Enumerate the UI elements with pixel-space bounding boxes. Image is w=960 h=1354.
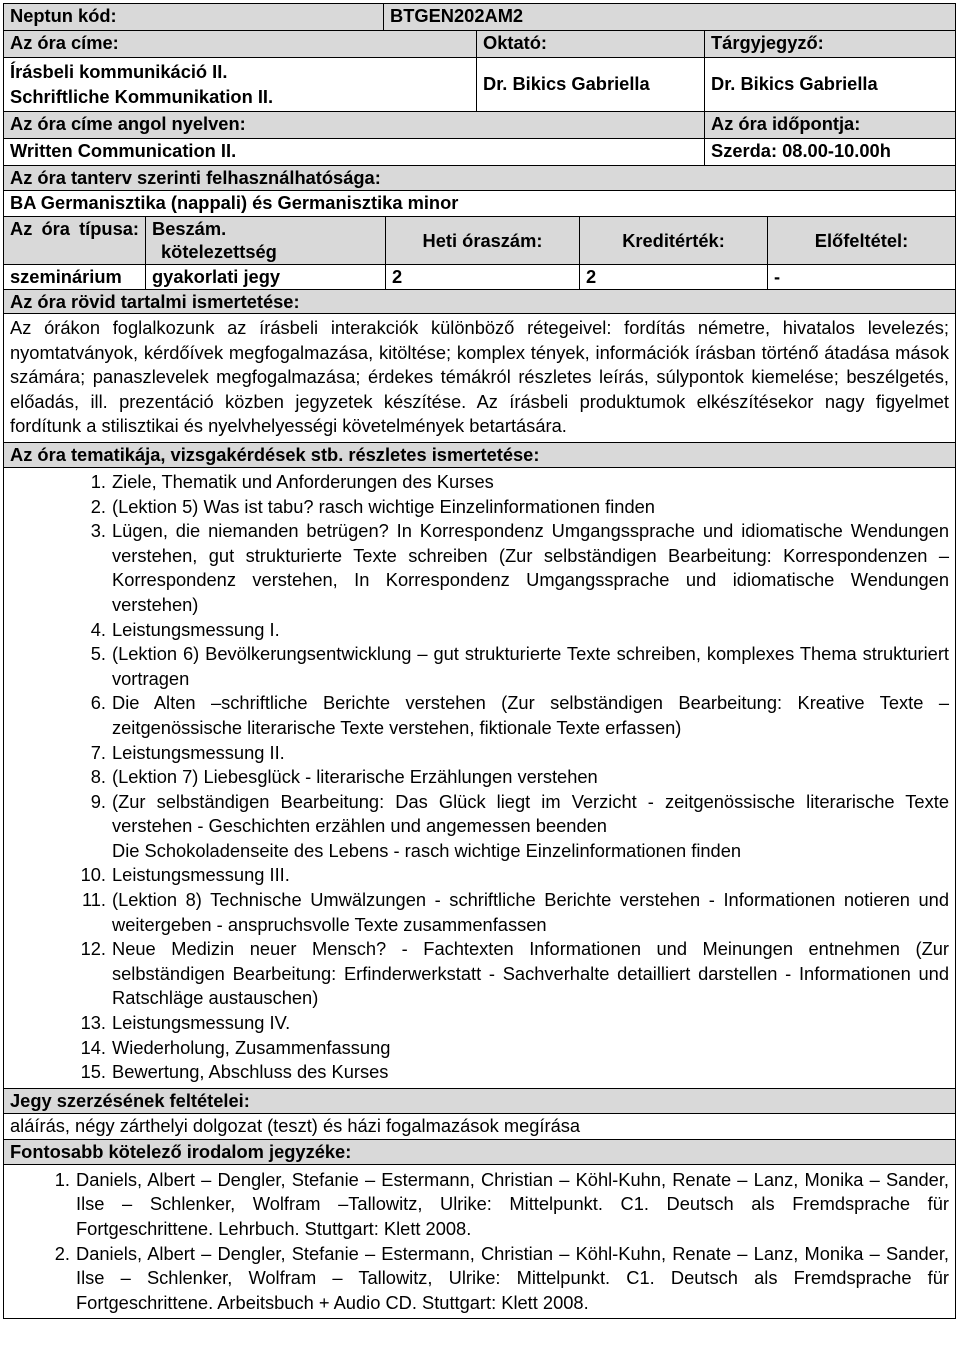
topics-row (4, 468, 955, 1089)
hours-header: Heti óraszám: (386, 217, 580, 264)
topics-label-row (4, 443, 955, 468)
list-item: 1. Ziele, Thematik und Anforderungen des Kurses (90, 470, 494, 492)
course-type: szeminárium (4, 265, 146, 289)
course-sheet (3, 3, 956, 1319)
list-item: 2. Daniels, Albert – Dengler, Stefanie – Estermann, Christian – Köhl-Kuhn, Renate – Lanz, Monika – Sander, Ilse – Schlenker, Wolfram – Tallowitz, Ulrike: Mittelpunkt. C1. Deutsch als Fremdsprache für Fortgeschrittene. Arbeitsbuch + Audio CD. Stuttgart: Klett 2008. (54, 1242, 949, 1313)
course-code-row (4, 4, 955, 31)
grading-text: aláírás, négy zárthelyi dolgozat (teszt) és házi fogalmazások megírása (10, 1114, 581, 1136)
credits-header: Kreditérték: (580, 217, 768, 264)
summary-label: Az óra rövid tartalmi ismertetése: (10, 291, 300, 312)
english-values-row (4, 139, 955, 166)
course-code-value: BTGEN202AM2 (390, 5, 524, 26)
assessment-header (146, 217, 386, 264)
course-code-label: Neptun kód: (4, 4, 384, 30)
list-item: 6. Die Alten –schriftliche Berichte verstehen (Zur selbständigen Bearbeitung: Kreative Texte – zeitgenössische literarische Texte verstehen, fiktionale Texte erfassen) (90, 692, 949, 738)
list-item: 5. (Lektion 6) Bevölkerungsentwicklung – gut strukturierte Texte schreiben, komplexes Thema strukturiert vortragen (90, 643, 949, 689)
recorder-label: Tárgyjegyző: (711, 32, 824, 53)
list-item: 12. Neue Medizin neuer Mensch? - Fachtexten Informationen und Meinungen entnehmen (Zur selbständigen Bearbeitung: Erfinderwerkstatt - Sachverhalte detailliert darstellen - Informationen und Ratschläge austauschen) (80, 938, 949, 1009)
list-item: 13. Leistungsmessung IV. (80, 1012, 291, 1034)
grading-label: Jegy szerzésének feltételei: (10, 1089, 250, 1111)
literature-list (4, 1168, 955, 1316)
type-values-row (4, 265, 955, 290)
assessment-header-line2: kötelezettség (161, 241, 277, 262)
list-item: 8. (Lektion 7) Liebesglück - literarische Erzählungen verstehen (90, 766, 598, 788)
grading-label-row (4, 1089, 955, 1114)
usability-value: BA Germanisztika (nappali) és Germanisztika minor (10, 192, 459, 213)
literature-label-row (4, 1140, 955, 1165)
instructor-label: Oktató: (477, 31, 705, 57)
credit-value: 2 (580, 265, 768, 289)
header-values-row (4, 58, 955, 112)
literature-label: Fontosabb kötelező irodalom jegyzéke: (10, 1140, 352, 1162)
prerequisite: - (774, 266, 781, 287)
english-title: Written Communication II. (4, 139, 705, 165)
title-label: Az óra címe: (4, 31, 477, 57)
summary-row (4, 314, 955, 443)
time-value: Szerda: 08.00-10.00h (711, 140, 891, 161)
type-header: Az óra típusa: (4, 217, 146, 264)
list-item: 15. Bewertung, Abschluss des Kurses (80, 1061, 389, 1083)
list-item: 7. Leistungsmessung II. (90, 741, 285, 763)
topics-list (4, 470, 955, 1085)
list-item: 2. (Lektion 5) Was ist tabu? rasch wichtige Einzelinformationen finden (90, 495, 655, 517)
recorder-name: Dr. Bikics Gabriella (711, 73, 878, 95)
english-labels-row (4, 112, 955, 139)
usability-value-row (4, 191, 955, 217)
topics-label: Az óra tematikája, vizsgakérdések stb. részletes ismertetése: (10, 443, 540, 465)
assessment-type: gyakorlati jegy (146, 265, 386, 289)
list-item: 11. (Lektion 8) Technische Umwälzungen - schriftliche Berichte verstehen - Informationen notieren und weitergeben - anspruchsvolle Texte zusammenfassen (81, 889, 949, 935)
time-label: Az óra időpontja: (711, 113, 861, 134)
instructor-name: Dr. Bikics Gabriella (477, 58, 705, 111)
course-title-de: Schriftliche Kommunikation II. (10, 85, 274, 107)
list-item: 10. Leistungsmessung III. (80, 864, 290, 886)
list-item: 14. Wiederholung, Zusammenfassung (80, 1036, 391, 1058)
list-item: 4. Leistungsmessung I. (90, 618, 280, 640)
grading-row (4, 1114, 955, 1140)
literature-row (4, 1165, 955, 1319)
english-title-label: Az óra címe angol nyelven: (4, 112, 705, 138)
list-item: 3. Lügen, die niemanden betrügen? In Korrespondenz Umgangssprache und idiomatische Wendungen verstehen, gut strukturierte Texte schreiben (Zur selbständigen Bearbeitung: Korrespondenzen – Korrespondenz verstehen, In Korrespondenz Umgangssprache und idiomatische Wendungen verstehen) (90, 520, 949, 615)
summary-label-row (4, 290, 955, 314)
usability-label: Az óra tanterv szerinti felhasználhatósága: (10, 167, 381, 188)
list-item: 9. (Zur selbständigen Bearbeitung: Das Glück liegt im Verzicht - zeitgenössische literarische Texte verstehen - Geschichten erzählen und angemessen beenden Die Schokoladenseite des Lebens - rasch wichtige Einzelinformationen finden (90, 790, 949, 861)
header-labels-row (4, 31, 955, 58)
type-header-row (4, 217, 955, 265)
course-title (4, 58, 477, 111)
assessment-header-line1: Beszám. (152, 218, 227, 239)
weekly-hours: 2 (386, 265, 580, 289)
prereq-header: Előfeltétel: (814, 230, 909, 251)
summary-text: Az órákon foglalkozunk az írásbeli interakciók különböző rétegeivel: fordítás németre, hivatalos levelezés; nyomtatványok, kérdőívek megfogalmazása, kitöltése; komplex tények, információk írásban történő átadása mások számára; panaszlevelek megfogalmazása; érdekes témákról részletes leírás, súlypontok kiemelése; beszélgetés, előadás, ill. prezentáció közben jegyzetek készítése. Az írásbeli produktumok elkészítésekor nagy figyelmet fordítunk a stilisztikai és nyelvhelyességi követelmények betartására. (10, 317, 949, 437)
list-item: 1. Daniels, Albert – Dengler, Stefanie – Estermann, Christian – Köhl-Kuhn, Renate – Lanz, Monika – Sander, Ilse – Schlenker, Wolfram –Tallowitz, Ulrike: Mittelpunkt. C1. Deutsch als Fremdsprache für Fortgeschrittene. Lehrbuch. Stuttgart: Klett 2008. (54, 1168, 949, 1239)
course-title-hu: Írásbeli kommunikáció II. (10, 61, 228, 82)
usability-label-row (4, 166, 955, 191)
